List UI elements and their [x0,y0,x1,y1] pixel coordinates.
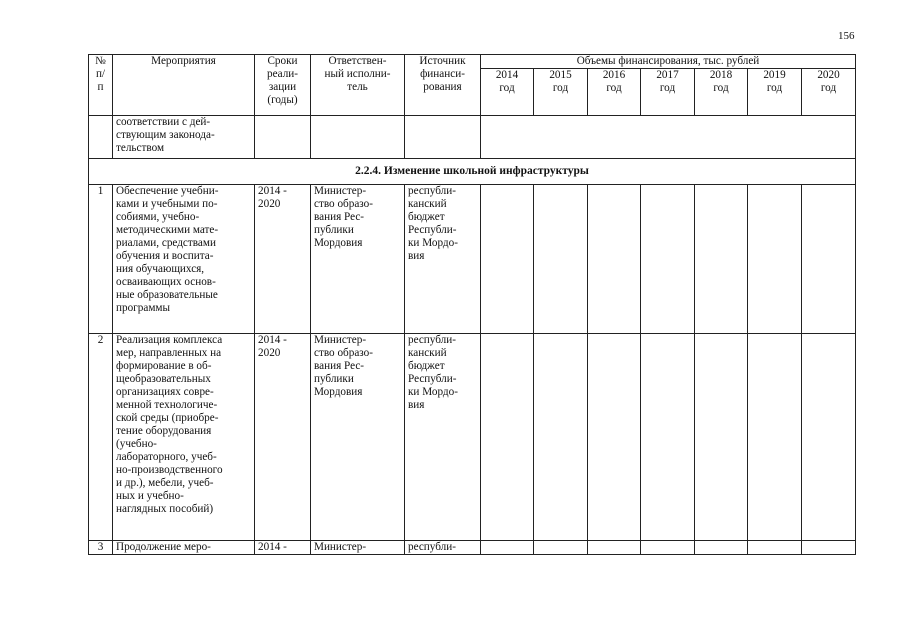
cell-empty [802,185,856,334]
cell-empty [405,116,481,159]
row-terms: 2014 - 2020 [255,334,311,541]
cell-empty [802,541,856,555]
cell-empty [695,185,748,334]
row-num: 2 [89,334,113,541]
cell-empty [748,185,802,334]
header-year: 2019 год [748,69,802,116]
table-row [89,185,856,334]
row-terms: 2014 - 2020 [255,185,311,334]
row-executor: Министер- ство образо- вания Рес- публики Мордовия [311,185,405,334]
cell-empty [588,185,641,334]
header-year: 2017 год [641,69,695,116]
header-funding: Объемы финансирования, тыс. рублей [481,55,856,69]
header-row-1 [89,55,856,69]
table-row [89,541,856,555]
cell-empty [89,116,113,159]
row-terms: 2014 - [255,541,311,555]
row-executor: Министер- [311,541,405,555]
header-year: 2015 год [534,69,588,116]
cell-empty [481,116,856,159]
row-activity: Продолжение меро- [113,541,255,555]
cell-empty [481,185,534,334]
cell-empty [534,334,588,541]
header-activity: Мероприятия [113,55,255,116]
row-activity: Реализация комплекса мер, направленных на формирование в об- щеобразовательных организациях совре- менной технологиче- ской среды (приобре- тение оборудования (учебно- лабораторного, учеб- но-производственного и др.), мебели, учеб- ных и учебно- наглядных пособий) [113,334,255,541]
row-executor: Министер- ство образо- вания Рес- публики Мордовия [311,334,405,541]
row-num: 1 [89,185,113,334]
funding-table [88,54,856,555]
header-num: № п/ п [89,55,113,116]
cell-empty [534,541,588,555]
cell-empty [534,185,588,334]
cell-empty [481,334,534,541]
section-row [89,159,856,185]
row-num: 3 [89,541,113,555]
header-executor: Ответствен- ный исполни- тель [311,55,405,116]
page-number: 156 [838,30,855,42]
header-year: 2018 год [695,69,748,116]
cell-empty [748,334,802,541]
row-source: республи- канский бюджет Республи- ки Мордо- вия [405,334,481,541]
continuation-activity: соответствии с дей- ствующим законода- тельством [113,116,255,159]
cell-empty [695,334,748,541]
header-year: 2020 год [802,69,856,116]
cell-empty [641,334,695,541]
cell-empty [802,334,856,541]
cell-empty [748,541,802,555]
cell-empty [641,185,695,334]
header-source: Источник финанси- рования [405,55,481,116]
row-activity: Обеспечение учебни- ками и учебными по- собиями, учебно- методическими мате- риалами, средствами обучения и воспита- ния обучающихся, осваивающих основ- ные образовательные программы [113,185,255,334]
header-terms: Сроки реали- зации (годы) [255,55,311,116]
row-source: республи- канский бюджет Республи- ки Мордо- вия [405,185,481,334]
cell-empty [311,116,405,159]
cell-empty [641,541,695,555]
continuation-row [89,116,856,159]
cell-empty [255,116,311,159]
cell-empty [481,541,534,555]
header-year: 2016 год [588,69,641,116]
section-title: 2.2.4. Изменение школьной инфраструктуры [89,159,856,185]
header-year: 2014 год [481,69,534,116]
row-source: республи- [405,541,481,555]
cell-empty [588,541,641,555]
table-row [89,334,856,541]
cell-empty [695,541,748,555]
cell-empty [588,334,641,541]
